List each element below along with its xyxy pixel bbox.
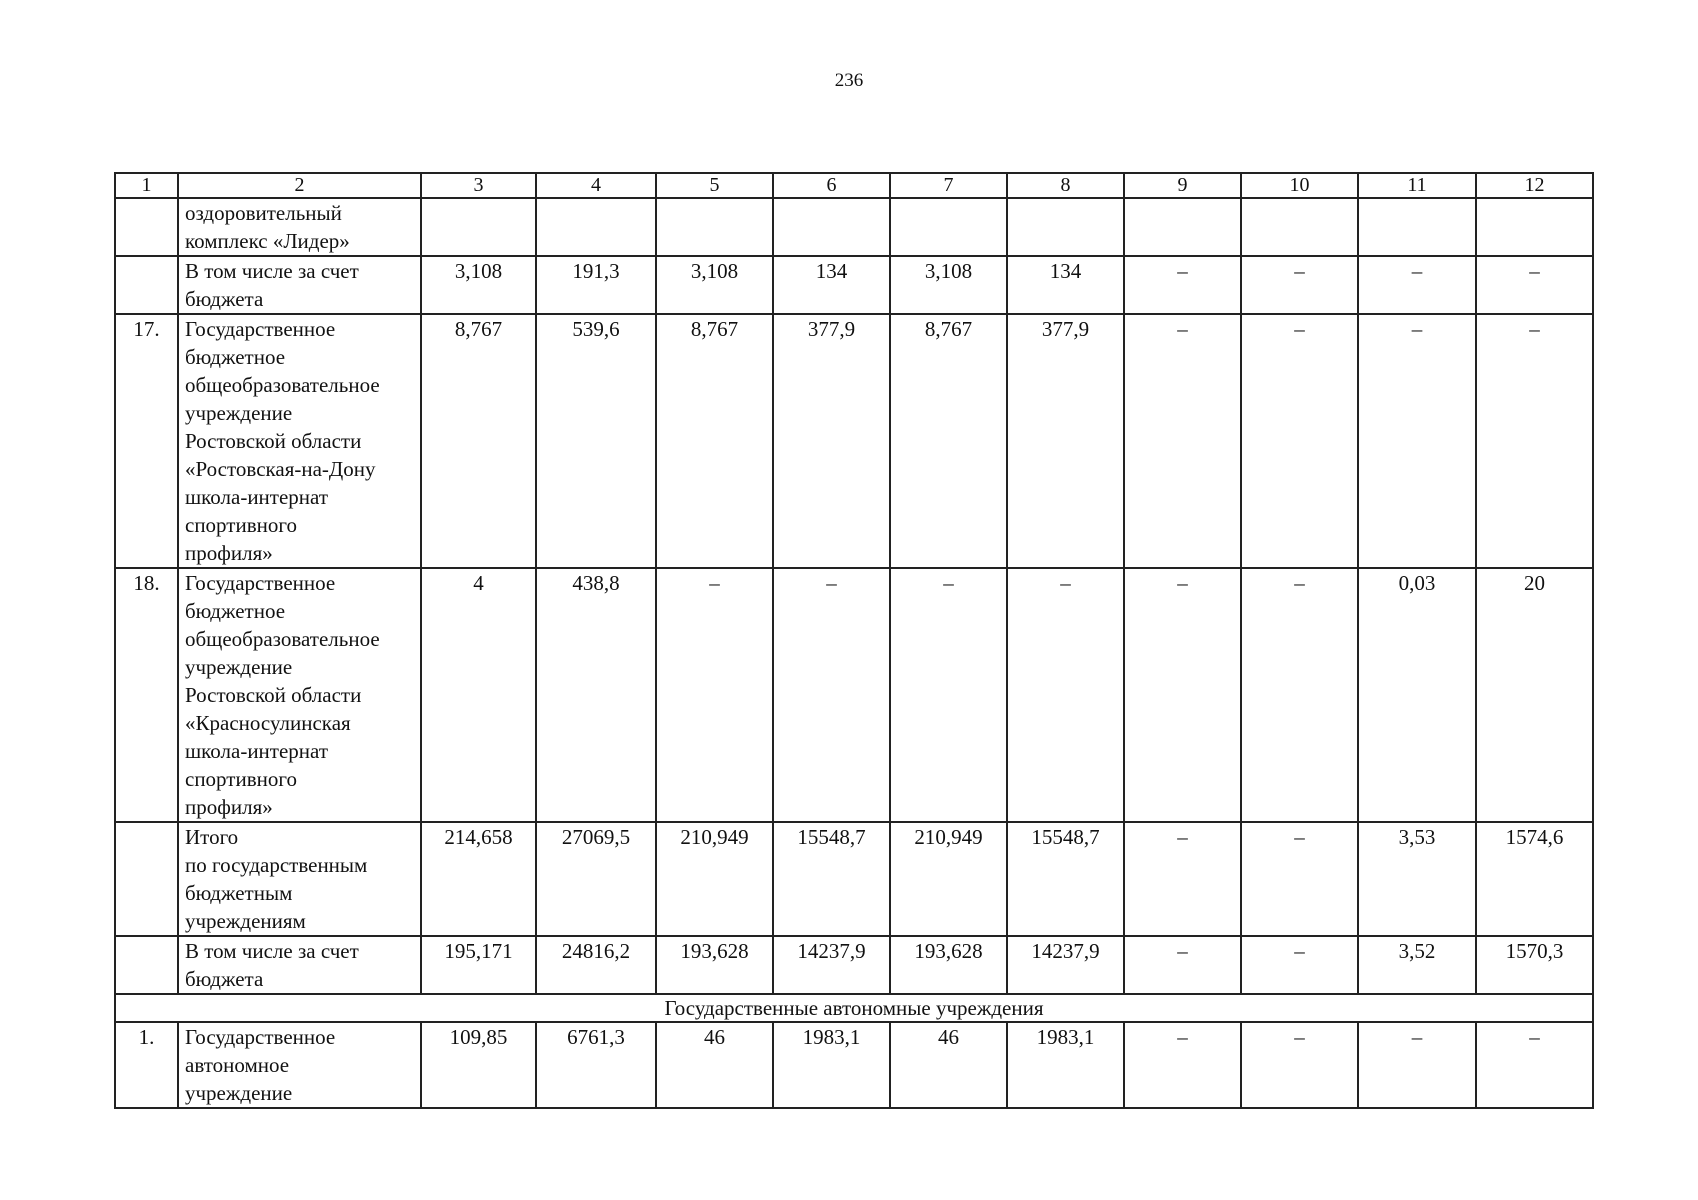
column-header: 6 [773,173,890,198]
value-cell: – [1124,256,1241,314]
value-cell: 8,767 [890,314,1007,568]
table-row [115,314,1593,568]
value-cell: 20 [1476,568,1593,822]
table-row [115,1022,1593,1108]
value-cell: 377,9 [1007,314,1124,568]
value-cell: – [1124,314,1241,568]
value-cell: 134 [773,256,890,314]
value-cell: – [1007,568,1124,822]
value-cell: 377,9 [773,314,890,568]
row-name-line: Государственное [185,571,336,595]
row-name [178,1022,421,1108]
row-name-line: по государственным [185,853,368,877]
row-name-line: бюджетное [185,345,286,369]
value-cell: – [1476,314,1593,568]
row-name [178,936,421,994]
value-cell: 3,108 [656,256,773,314]
value-cell: 3,53 [1358,822,1476,936]
value-cell [656,198,773,256]
value-cell: 1983,1 [773,1022,890,1108]
row-name-line: бюджета [185,967,264,991]
row-name-line: профиля» [185,541,273,565]
row-name-line: общеобразовательное [185,627,380,651]
row-name [178,314,421,568]
value-cell: – [1124,568,1241,822]
row-number: 18. [115,568,178,822]
row-name-line: профиля» [185,795,273,819]
column-header: 10 [1241,173,1358,198]
value-cell: – [1358,1022,1476,1108]
row-name-line: автономное [185,1053,290,1077]
section-title: Государственные автономные учреждения [115,994,1593,1022]
value-cell: 3,52 [1358,936,1476,994]
section-row [115,994,1593,1022]
row-name-line: учреждениям [185,909,306,933]
row-name-line: «Ростовская-на-Дону [185,457,376,481]
value-cell: 193,628 [890,936,1007,994]
value-cell: – [1124,1022,1241,1108]
value-cell: 539,6 [536,314,656,568]
column-header: 1 [115,173,178,198]
value-cell: – [1241,256,1358,314]
value-cell [1007,198,1124,256]
row-number [115,936,178,994]
value-cell [1358,198,1476,256]
value-cell: – [1241,568,1358,822]
value-cell: 210,949 [656,822,773,936]
table-row [115,256,1593,314]
value-cell [890,198,1007,256]
value-cell [421,198,536,256]
value-cell: 3,108 [890,256,1007,314]
value-cell: 1570,3 [1476,936,1593,994]
column-header: 4 [536,173,656,198]
row-name-line: школа-интернат [185,485,328,509]
value-cell: – [1358,314,1476,568]
value-cell: 1574,6 [1476,822,1593,936]
row-name-line: школа-интернат [185,739,328,763]
value-cell: – [1124,936,1241,994]
value-cell: – [656,568,773,822]
data-table [114,172,1594,1109]
value-cell: 46 [890,1022,1007,1108]
table-body [115,173,1593,1108]
row-name-line: В том числе за счет [185,939,359,963]
value-cell: 195,171 [421,936,536,994]
row-name-line: учреждение [185,655,293,679]
value-cell: 191,3 [536,256,656,314]
row-name [178,256,421,314]
row-name-line: учреждение [185,1081,293,1105]
row-name-line: спортивного [185,513,297,537]
value-cell: – [1241,1022,1358,1108]
table-row [115,198,1593,256]
value-cell: – [1241,936,1358,994]
value-cell: 210,949 [890,822,1007,936]
value-cell: 24816,2 [536,936,656,994]
column-header: 8 [1007,173,1124,198]
value-cell: 193,628 [656,936,773,994]
row-number: 1. [115,1022,178,1108]
row-name-line: «Красносулинская [185,711,351,735]
row-name-line: Ростовской области [185,429,362,453]
row-name-line: комплекс «Лидер» [185,229,350,253]
column-header: 9 [1124,173,1241,198]
value-cell: 14237,9 [1007,936,1124,994]
row-name-line: бюджетным [185,881,293,905]
value-cell [536,198,656,256]
value-cell: 438,8 [536,568,656,822]
row-name [178,822,421,936]
row-number [115,198,178,256]
value-cell [1476,198,1593,256]
value-cell [773,198,890,256]
value-cell: 46 [656,1022,773,1108]
value-cell [1241,198,1358,256]
page-number: 236 [834,70,864,91]
header-row [115,173,1593,198]
value-cell: – [773,568,890,822]
row-name-line: Государственное [185,317,336,341]
row-name-line: учреждение [185,401,293,425]
row-name-line: Ростовской области [185,683,362,707]
row-name [178,198,421,256]
value-cell: 214,658 [421,822,536,936]
value-cell: 109,85 [421,1022,536,1108]
value-cell: 8,767 [656,314,773,568]
value-cell: 8,767 [421,314,536,568]
table-row [115,822,1593,936]
row-name [178,568,421,822]
value-cell: – [1476,256,1593,314]
row-name-line: бюджетное [185,599,286,623]
row-number [115,256,178,314]
column-header: 7 [890,173,1007,198]
row-name-line: Государственное [185,1025,336,1049]
row-name-line: оздоровительный [185,201,342,225]
value-cell: 4 [421,568,536,822]
column-header: 11 [1358,173,1476,198]
table-row [115,936,1593,994]
value-cell: – [1358,256,1476,314]
value-cell: 6761,3 [536,1022,656,1108]
column-header: 12 [1476,173,1593,198]
value-cell: – [1241,314,1358,568]
value-cell: 15548,7 [773,822,890,936]
value-cell [1124,198,1241,256]
table-row [115,568,1593,822]
row-name-line: В том числе за счет [185,259,359,283]
value-cell: 27069,5 [536,822,656,936]
row-number [115,822,178,936]
value-cell: 3,108 [421,256,536,314]
row-name-line: общеобразовательное [185,373,380,397]
row-name-line: бюджета [185,287,264,311]
value-cell: 14237,9 [773,936,890,994]
column-header: 5 [656,173,773,198]
column-header: 3 [421,173,536,198]
value-cell: – [1476,1022,1593,1108]
value-cell: 15548,7 [1007,822,1124,936]
value-cell: 0,03 [1358,568,1476,822]
row-number: 17. [115,314,178,568]
value-cell: – [890,568,1007,822]
column-header: 2 [178,173,421,198]
row-name-line: спортивного [185,767,297,791]
value-cell: – [1124,822,1241,936]
value-cell: 1983,1 [1007,1022,1124,1108]
value-cell: 134 [1007,256,1124,314]
row-name-line: Итого [185,825,239,849]
value-cell: – [1241,822,1358,936]
